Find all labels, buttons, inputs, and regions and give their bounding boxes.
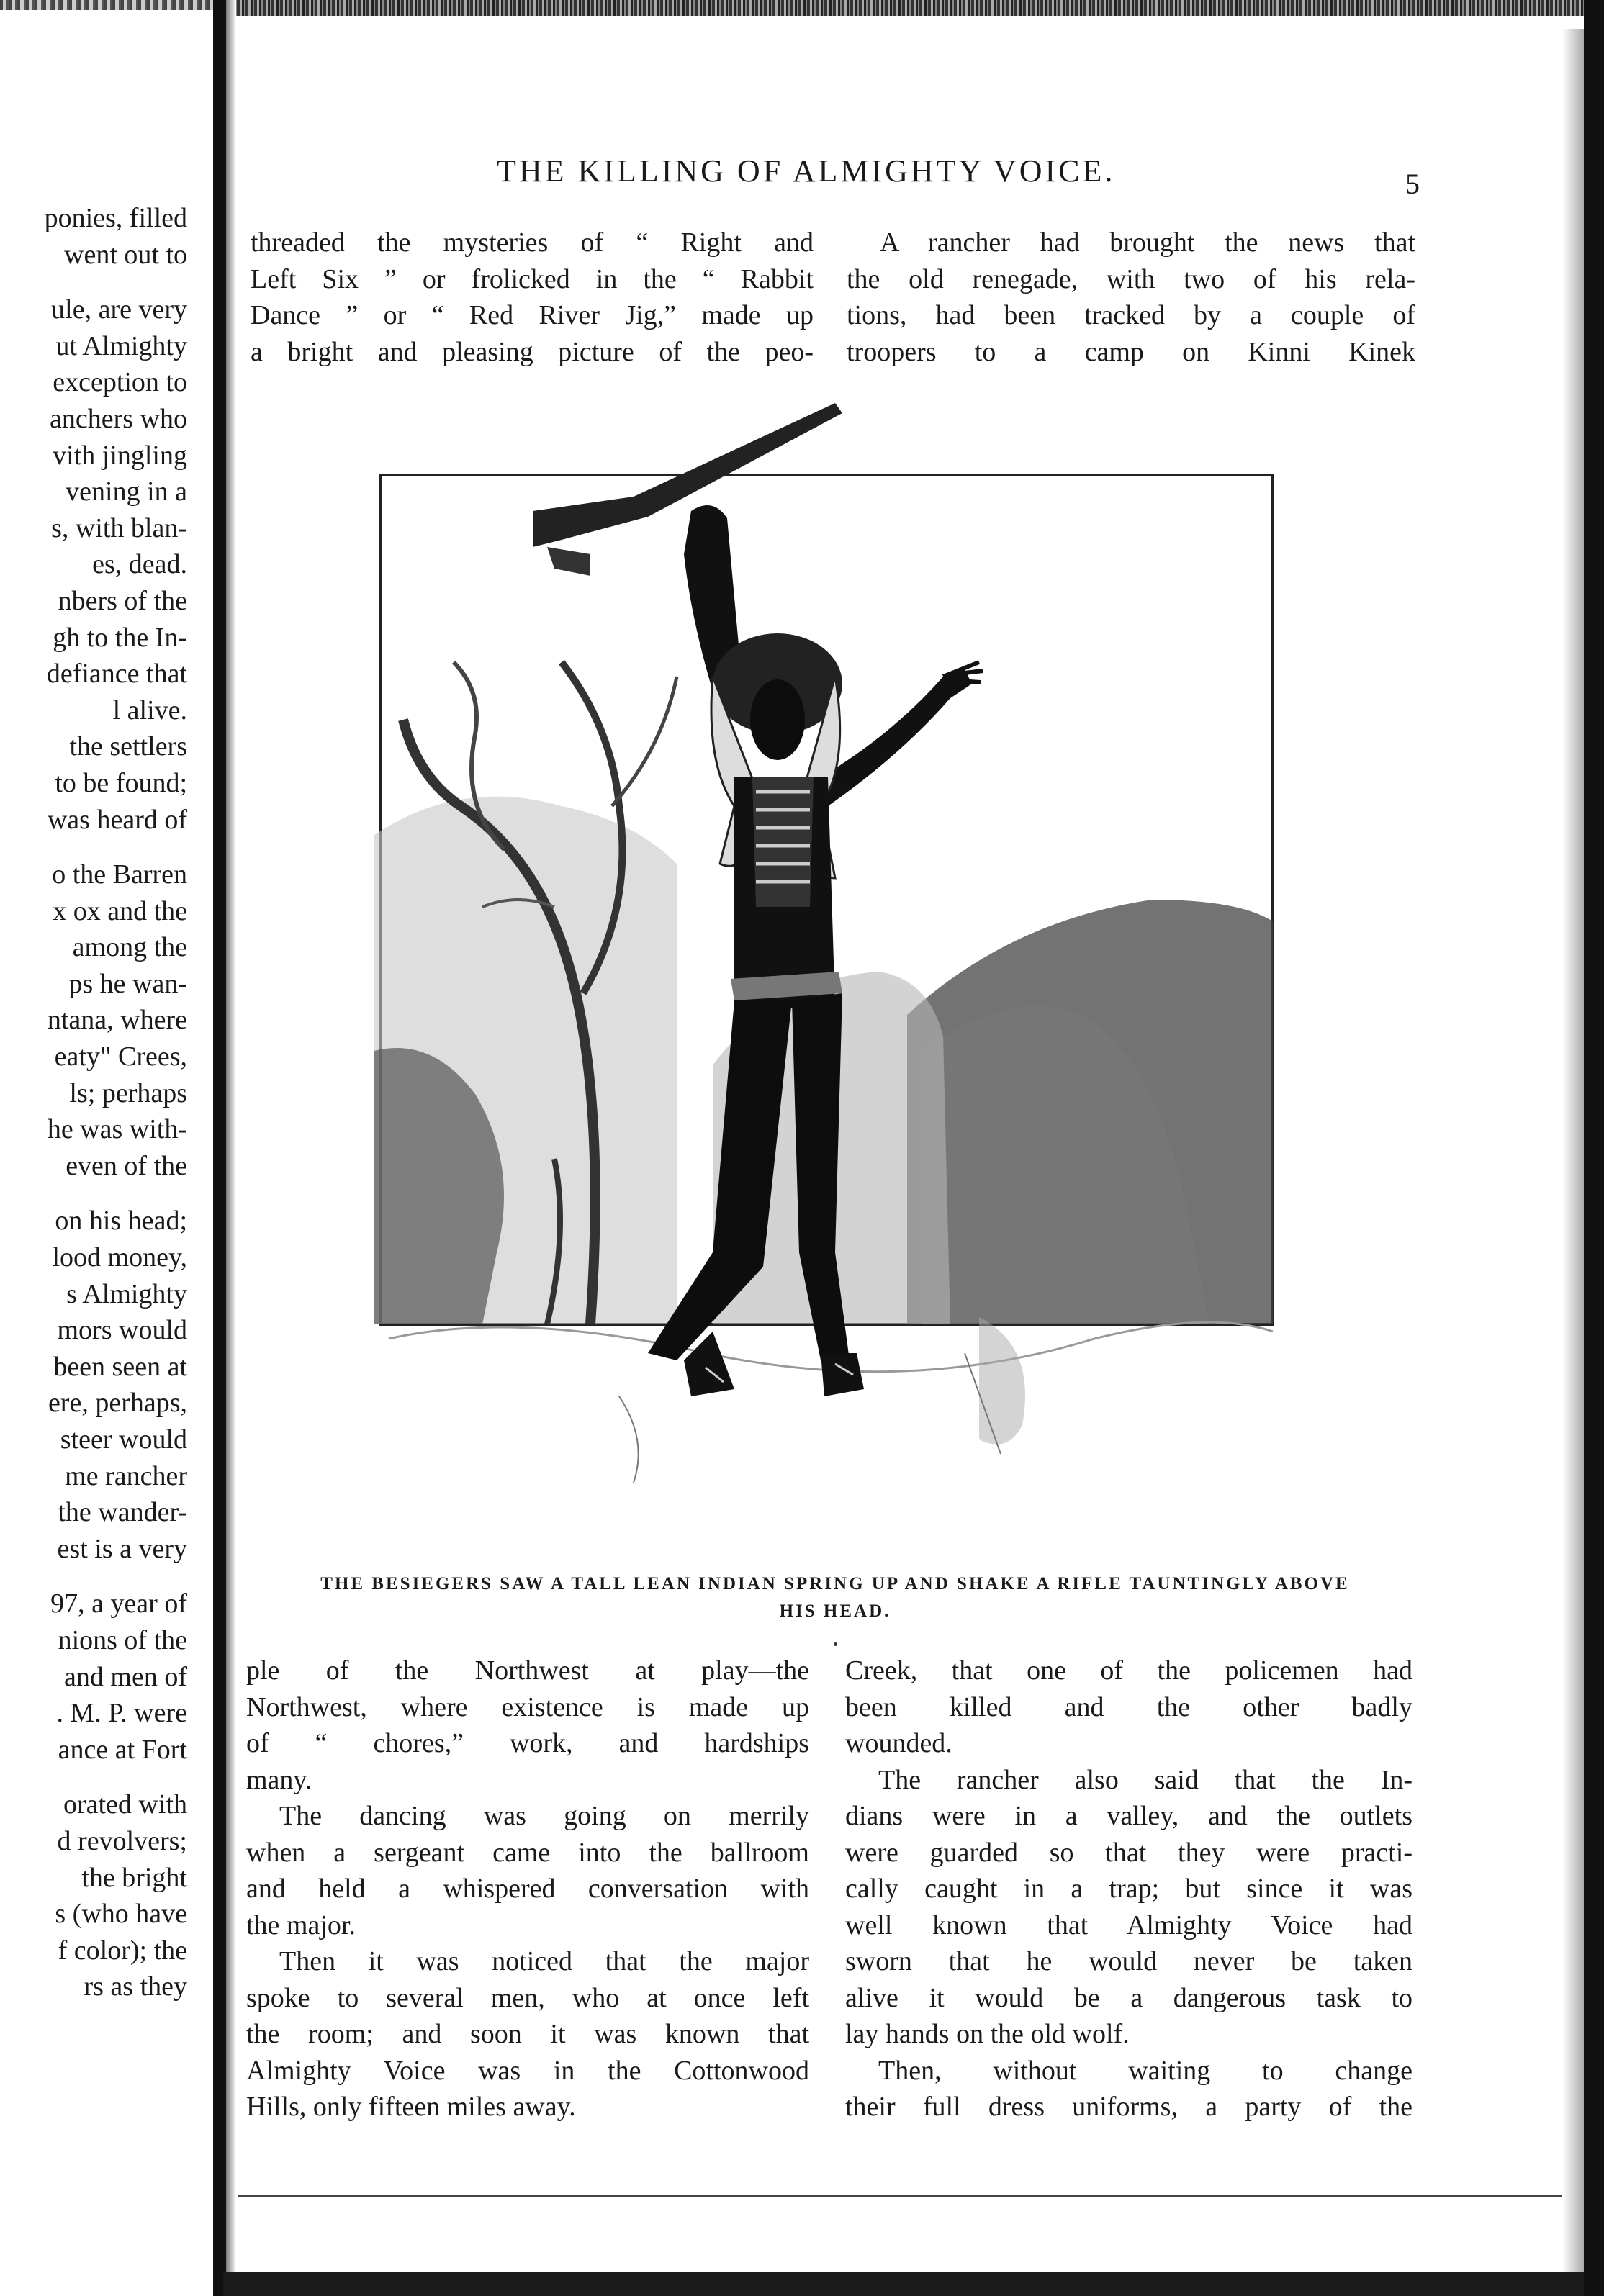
text-line: The rancher also said that the In- <box>878 1764 1412 1795</box>
text-line: wounded. <box>845 1728 952 1758</box>
facing-line: . M. P. were <box>56 1698 187 1729</box>
ink-speck <box>834 1642 837 1646</box>
facing-line: vith jingling <box>53 440 187 471</box>
facing-line: gh to the In- <box>53 622 187 653</box>
facing-line: ps he wan- <box>68 968 187 999</box>
facing-line: the bright <box>81 1862 187 1893</box>
facing-line: nbers of the <box>58 585 187 616</box>
facing-line: anchers who <box>50 403 187 434</box>
text-line: Dance ” or “ Red River Jig,” made up <box>251 300 814 330</box>
facing-line: on his head; <box>55 1206 187 1237</box>
text-line: Hills, only fifteen miles away. <box>246 2092 576 2122</box>
text-line: Then, without waiting to change <box>878 2055 1412 2086</box>
text-line: their full dress uniforms, a party of the <box>845 2092 1412 2122</box>
scan-edge-top <box>216 0 1604 16</box>
facing-line: ntana, where <box>47 1005 187 1036</box>
facing-line: ut Almighty <box>55 330 187 361</box>
text-line: Then it was noticed that the major <box>279 1946 809 1976</box>
facing-line: 97, a year of <box>50 1588 187 1619</box>
page-bottom-rule <box>238 2195 1562 2197</box>
facing-line: ls; perhaps <box>69 1077 187 1108</box>
text-line: well known that Almighty Voice had <box>845 1909 1412 1940</box>
page-number: 5 <box>1405 168 1420 200</box>
text-line: and held a whispered conversation with <box>246 1874 809 1904</box>
facing-line: s (who have <box>55 1899 187 1930</box>
facing-line: s, with blan- <box>51 512 187 543</box>
column-2-top <box>847 225 1415 370</box>
column-2-bottom <box>845 1653 1412 2125</box>
caption-line: HIS HEAD. <box>779 1601 891 1621</box>
text-line: Northwest, where existence is made up <box>246 1691 809 1722</box>
text-line: when a sergeant came into the ballroom <box>246 1837 809 1868</box>
facing-line: was heard of <box>47 804 187 835</box>
facing-line: s Almighty <box>66 1278 187 1309</box>
text-line: many. <box>246 1764 312 1795</box>
text-line: a bright and pleasing picture of the peo- <box>251 336 814 367</box>
facing-line: rs as they <box>84 1971 187 2002</box>
facing-line: ere, perhaps, <box>48 1388 187 1419</box>
facing-line: eaty" Crees, <box>54 1041 187 1072</box>
text-line: alive it would be a dangerous task to <box>845 1982 1412 2013</box>
facing-line: x ox and the <box>53 895 187 926</box>
facing-line: f color); the <box>58 1935 187 1966</box>
text-line: the room; and soon it was known that <box>246 2019 809 2049</box>
facing-line: and men of <box>64 1661 187 1692</box>
facing-line: even of the <box>66 1150 187 1181</box>
indian-rifle-illustration <box>374 403 1274 1511</box>
gutter-shadow <box>226 0 236 2296</box>
text-line: the major. <box>246 1909 356 1940</box>
text-line: lay hands on the old wolf. <box>845 2019 1130 2049</box>
column-1-bottom <box>246 1653 809 2125</box>
facing-line: steer would <box>60 1424 187 1455</box>
page-gutter <box>213 0 226 2296</box>
illustration-caption <box>245 1570 1425 1625</box>
text-line: Creek, that one of the policemen had <box>845 1655 1412 1686</box>
text-line: The dancing was going on merrily <box>279 1801 809 1831</box>
facing-line: vening in a <box>66 476 187 507</box>
text-line: were guarded so that they were practi- <box>845 1837 1412 1868</box>
facing-line: es, dead. <box>92 549 187 580</box>
facing-page-column <box>0 200 187 2005</box>
scan-edge-top-left <box>0 0 216 10</box>
caption-line: THE BESIEGERS SAW A TALL LEAN INDIAN SPRING UP AND SHAKE A RIFLE TAUNTINGLY ABOVE <box>320 1574 1350 1594</box>
facing-line: nions of the <box>58 1624 187 1655</box>
facing-line: he was with- <box>47 1114 187 1145</box>
facing-line: went out to <box>64 239 187 270</box>
column-1-top <box>251 225 814 370</box>
facing-line: me rancher <box>65 1460 187 1491</box>
facing-line: orated with <box>63 1789 187 1820</box>
facing-line: est is a very <box>57 1533 187 1564</box>
facing-line: defiance that <box>46 659 187 690</box>
facing-line: ance at Fort <box>58 1734 187 1765</box>
text-line: dians were in a valley, and the outlets <box>845 1801 1412 1831</box>
text-line: spoke to several men, who at once left <box>246 1982 809 2013</box>
facing-line: ule, are very <box>51 294 187 325</box>
facing-line: among the <box>72 932 187 963</box>
scan-edge-right <box>1584 0 1604 2296</box>
running-head: THE KILLING OF ALMIGHTY VOICE. <box>497 153 1116 189</box>
facing-line: exception to <box>53 367 187 398</box>
facing-line: ponies, filled <box>44 203 187 233</box>
text-line: tions, had been tracked by a couple of <box>847 300 1415 330</box>
scan-edge-bottom <box>223 2272 1584 2296</box>
text-line: Left Six ” or frolicked in the “ Rabbit <box>251 263 814 294</box>
text-line: A rancher had brought the news that <box>880 227 1415 258</box>
facing-line: the settlers <box>69 731 187 762</box>
facing-line: been seen at <box>53 1351 187 1382</box>
text-line: Almighty Voice was in the Cottonwood <box>246 2055 809 2086</box>
facing-line: mors would <box>57 1315 187 1346</box>
facing-line: d revolvers; <box>57 1825 187 1856</box>
facing-line: o the Barren <box>52 859 187 890</box>
text-line: cally caught in a trap; but since it was <box>845 1874 1412 1904</box>
text-line: threaded the mysteries of “ Right and <box>251 227 814 258</box>
right-edge-shadow <box>1562 29 1584 2282</box>
facing-line: to be found; <box>55 767 187 798</box>
facing-line: lood money, <box>52 1242 187 1273</box>
facing-line: the wander- <box>58 1497 187 1528</box>
text-line: been killed and the other badly <box>845 1691 1412 1722</box>
text-line: ple of the Northwest at play—the <box>246 1655 809 1686</box>
text-line: the old renegade, with two of his rela- <box>847 263 1415 294</box>
text-line: of “ chores,” work, and hardships <box>246 1728 809 1758</box>
text-line: sworn that he would never be taken <box>845 1946 1412 1976</box>
text-line: troopers to a camp on Kinni Kinek <box>847 336 1415 367</box>
facing-line: l alive. <box>112 695 187 726</box>
